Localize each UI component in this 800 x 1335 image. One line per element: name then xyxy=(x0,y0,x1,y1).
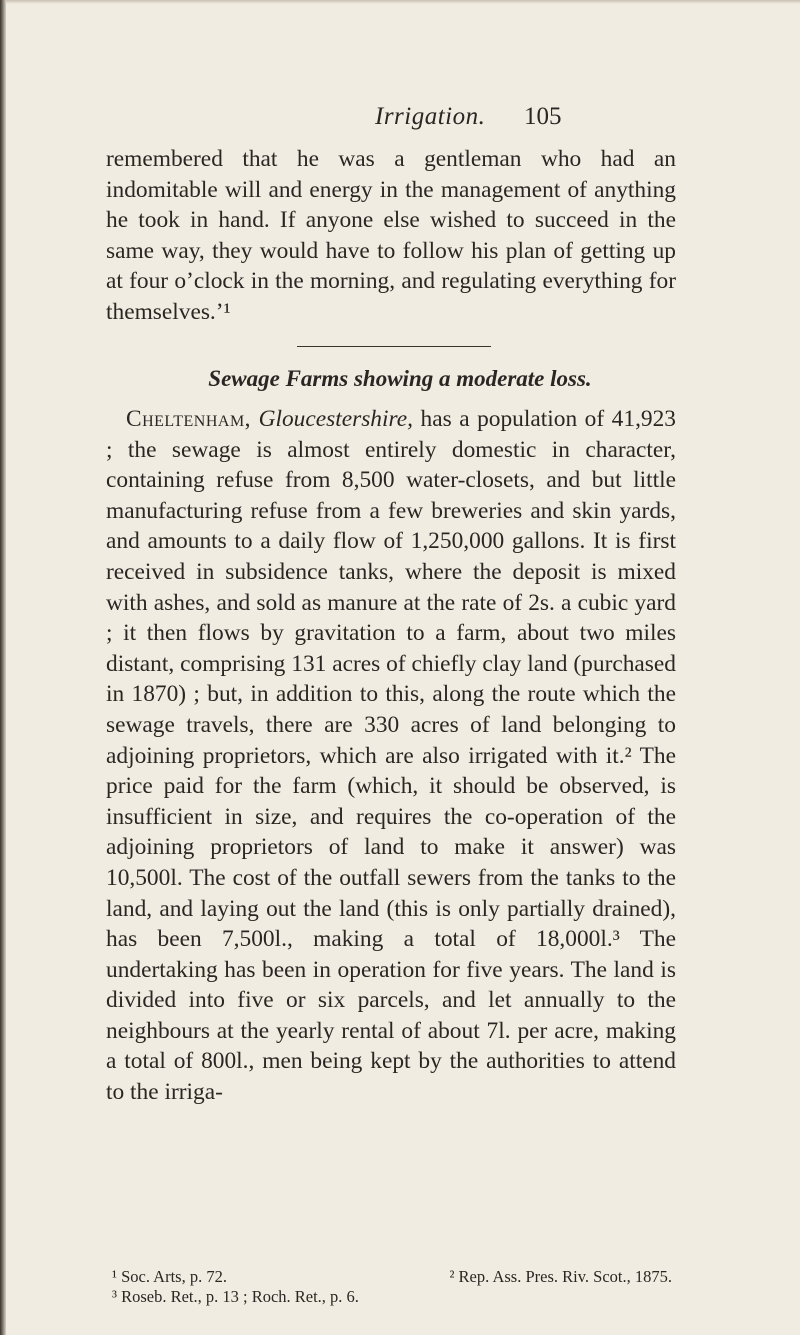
footnote-3: ³ Roseb. Ret., p. 13 ; Roch. Ret., p. 6. xyxy=(112,1287,359,1306)
page-top-edge xyxy=(6,0,800,4)
footnotes xyxy=(112,1267,672,1307)
paragraph-body: has a population of 41,923 ; the sewage is almost entirely domestic in character, containing refuse from 8,500 water-closets, and but little manufacturing refuse from a few breweries and skin yards, and amounts to a daily flow of 1,250,000 gallons. It is first received in subsidence tanks, where the deposit is mixed with ashes, and sold as manure at the rate of 2s. a cubic yard ; it then flows by gravitation to a farm, about two miles distant, comprising 131 acres of chiefly clay land (purchased in 1870) ; but, in addition to this, along the route which the sewage travels, there are 330 acres of land belonging to adjoining proprietors, which are also irrigated with it.² The price paid for the farm (which, it should be observed, is insufficient in size, and requires the co-operation of the adjoining proprietors of land to make it answer) was 10,500l. The cost of the outfall sewers from the tanks to the land, and laying out the land (this is only partially drained), has been 7,500l., making a total of 18,000l.³ The undertaking has been in operation for five years. The land is divided into five or six parcels, and let annually to the neighbours at the yearly rental of about 7l. per acre, making a total of 800l., men being kept by the authorities to attend to the irriga- xyxy=(106,406,676,1106)
footnote-2: ² Rep. Ass. Pres. Riv. Scot., 1875. xyxy=(449,1267,672,1286)
footnote-row xyxy=(112,1287,672,1307)
county-name: Gloucestershire, xyxy=(258,406,413,432)
paragraph-continued: remembered that he was a gentleman who had an indomitable will and energy in the management of anything he took in hand. If anyone else wished to succeed in the same way, they would have to follow his plan of getting up at four o’clock in the morning, and regulating everything for themselves.’¹ xyxy=(106,146,676,325)
page-binding-edge xyxy=(0,0,6,1335)
page-number: 105 xyxy=(524,103,562,130)
running-head xyxy=(0,103,800,143)
section-divider xyxy=(297,346,491,347)
footnote-row xyxy=(112,1267,672,1287)
running-title: Irrigation. xyxy=(375,103,486,130)
paragraph-cheltenham xyxy=(106,404,676,1108)
footnote-1: ¹ Soc. Arts, p. 72. xyxy=(112,1267,227,1286)
section-heading: Sewage Farms showing a moderate loss. xyxy=(208,366,592,391)
place-name: Cheltenham, xyxy=(126,406,252,432)
